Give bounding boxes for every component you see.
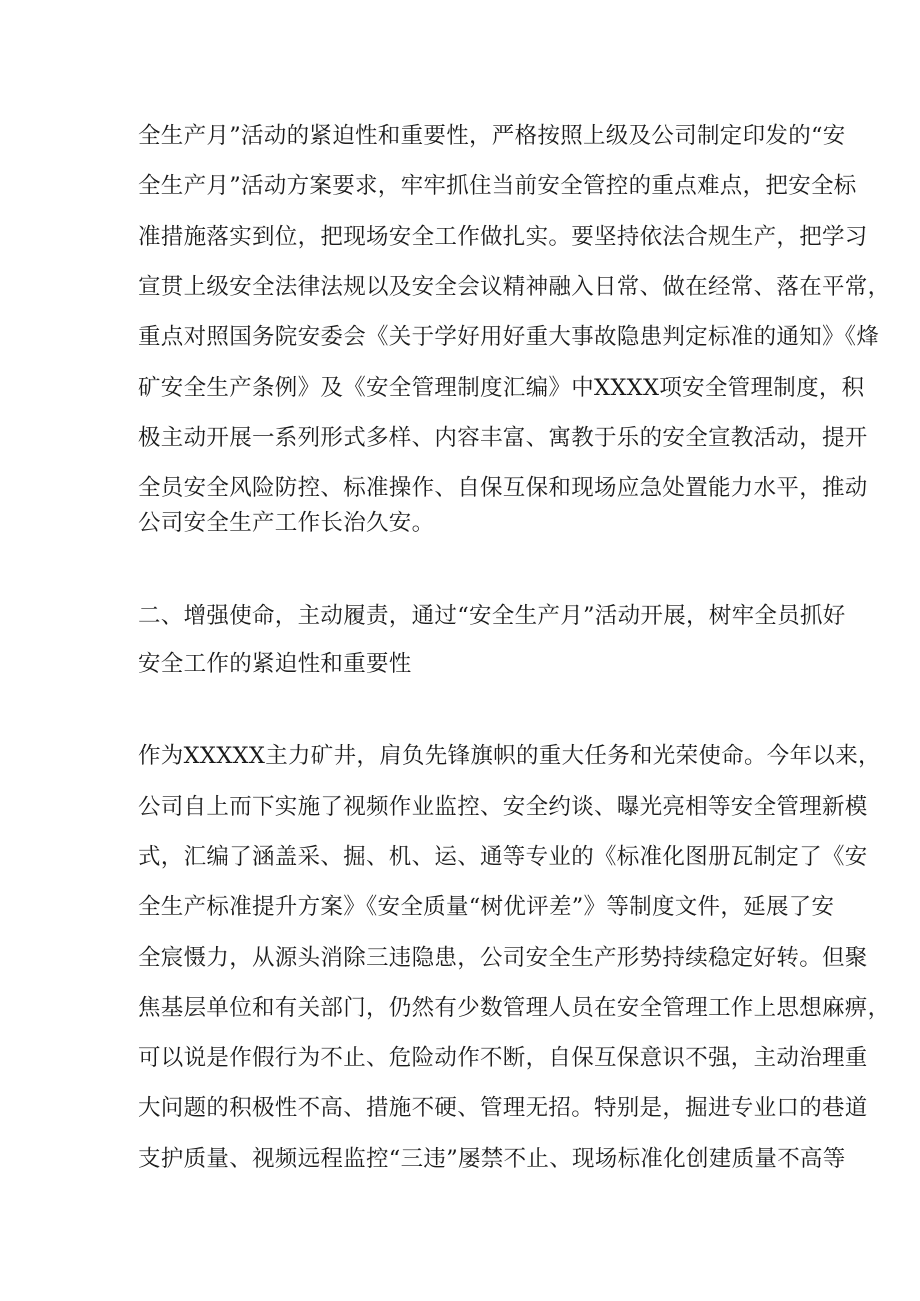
paragraph-line: 作为XXXXX主力矿井，肩负先锋旗帜的重大任务和光荣使命。今年以来， — [138, 743, 881, 769]
paragraph-line: 公司安全生产工作长治久安。 — [138, 510, 435, 536]
paragraph-line: 全生产月”活动的紧迫性和重要性，严格按照上级及公司制定印发的“安 — [138, 123, 846, 149]
paragraph-line: 全宸慑力，从源头消除三违隐患，公司安全生产形势持续稳定好转。但聚 — [138, 945, 868, 971]
paragraph-line: 全生产月”活动方案要求，牢牢抓住当前安全管控的重点难点，把安全标 — [138, 173, 857, 199]
paragraph-line: 大问题的积极性不高、措施不硬、管理无招。特别是，掘进专业口的巷道 — [138, 1095, 868, 1121]
paragraph-line: 支护质量、视频远程监控“三违”屡禁不止、现场标准化创建质量不高等 — [138, 1146, 846, 1172]
paragraph-line: 公司自上而下实施了视频作业监控、安全约谈、曝光亮相等安全管理新模 — [138, 794, 868, 820]
paragraph-line: 式，汇编了涵盖采、掘、机、运、通等专业的《标准化图册瓦制定了《安 — [138, 844, 868, 870]
paragraph-line: 全员安全风险防控、标准操作、自保互保和现场应急处置能力水平，推动 — [138, 475, 868, 501]
paragraph-line: 极主动开展一系列形式多样、内容丰富、寓教于乐的安全宣教活动，提开 — [138, 425, 868, 451]
paragraph-line: 重点对照国务院安委会《关于学好用好重大事故隐患判定标准的通知》《烽 — [138, 324, 880, 350]
heading-line: 安全工作的紧迫性和重要性 — [138, 651, 412, 677]
paragraph-line: 可以说是作假行为不止、危险动作不断，自保互保意识不强，主动治理重 — [138, 1045, 868, 1071]
paragraph-line: 宣贯上级安全法律法规以及安全会议精神融入日常、做在经常、落在平常， — [138, 274, 891, 300]
heading-line: 二、增强使命，主动履责，通过“安全生产月”活动开展，树牢全员抓好 — [138, 603, 846, 629]
paragraph-line: 全生产标准提升方案》《安全质量“树优评差”》等制度文件，延展了安 — [138, 894, 835, 920]
paragraph-line: 准措施落实到位，把现场安全工作做扎实。要坚持依法合规生产，把学习 — [138, 224, 868, 250]
paragraph-line: 焦基层单位和有关部门，仍然有少数管理人员在安全管理工作上思想麻痹， — [138, 995, 891, 1021]
paragraph-line: 矿安全生产条例》及《安全管理制度汇编》中XXXX项安全管理制度，积 — [138, 375, 865, 401]
